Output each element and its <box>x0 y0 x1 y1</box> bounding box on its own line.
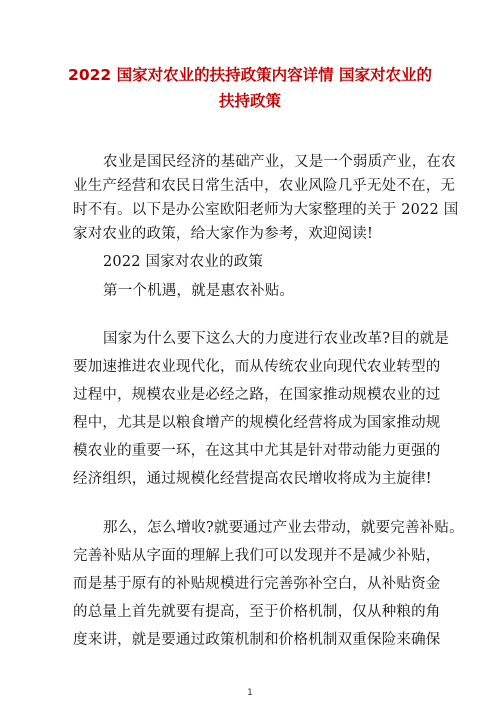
body-line: 国家为什么要下这么大的力度进行农业改革?目的就是 <box>103 331 450 347</box>
body-line: 过程中，规模农业是必经之路，在国家推动规模农业的过 <box>73 387 441 403</box>
body-line: 那么，怎么增收?就要通过产业去带动，就要完善补贴。 <box>103 520 464 536</box>
body-line: 家对农业的政策，给大家作为参考，欢迎阅读! <box>73 226 374 242</box>
body-line: 完善补贴从字面的理解上我们可以发现并不是减少补贴， <box>73 548 441 564</box>
body-line: 业生产经营和农民日常生活中，农业风险几乎无处不在，无 <box>73 178 456 194</box>
body-line: 度来讲，就是要通过政策机制和价格机制双重保险来确保 <box>73 632 441 648</box>
section-heading: 2022 国家对农业的政策 <box>103 254 264 270</box>
body-line: 模农业的重要一环，在这其中尤其是针对带动能力更强的 <box>73 443 441 459</box>
title-line-2: 扶持政策 <box>218 92 281 110</box>
body-line: 第一个机遇，就是惠农补贴。 <box>103 283 295 299</box>
body-line: 经济组织，通过规模化经营提高农民增收将成为主旋律! <box>73 471 432 487</box>
body-line: 而是基于原有的补贴规模进行完善弥补空白，从补贴资金 <box>73 576 441 592</box>
page-number: 1 <box>247 688 253 698</box>
body-line: 时不有。以下是办公室欧阳老师为大家整理的关于 2022 国 <box>73 202 459 218</box>
body-line: 的总量上首先就要有提高，至于价格机制，仅从种粮的角 <box>73 604 441 620</box>
document-title <box>60 62 440 114</box>
body-line: 要加速推进农业现代化，而从传统农业向现代农业转型的 <box>73 359 441 375</box>
body-line: 程中，尤其是以粮食增产的规模化经营将成为国家推动规 <box>73 415 441 431</box>
body-line: 农业是国民经济的基础产业，又是一个弱质产业，在农 <box>103 154 456 170</box>
title-line-1: 2022 国家对农业的扶持政策内容详情 国家对农业的 <box>68 66 432 84</box>
